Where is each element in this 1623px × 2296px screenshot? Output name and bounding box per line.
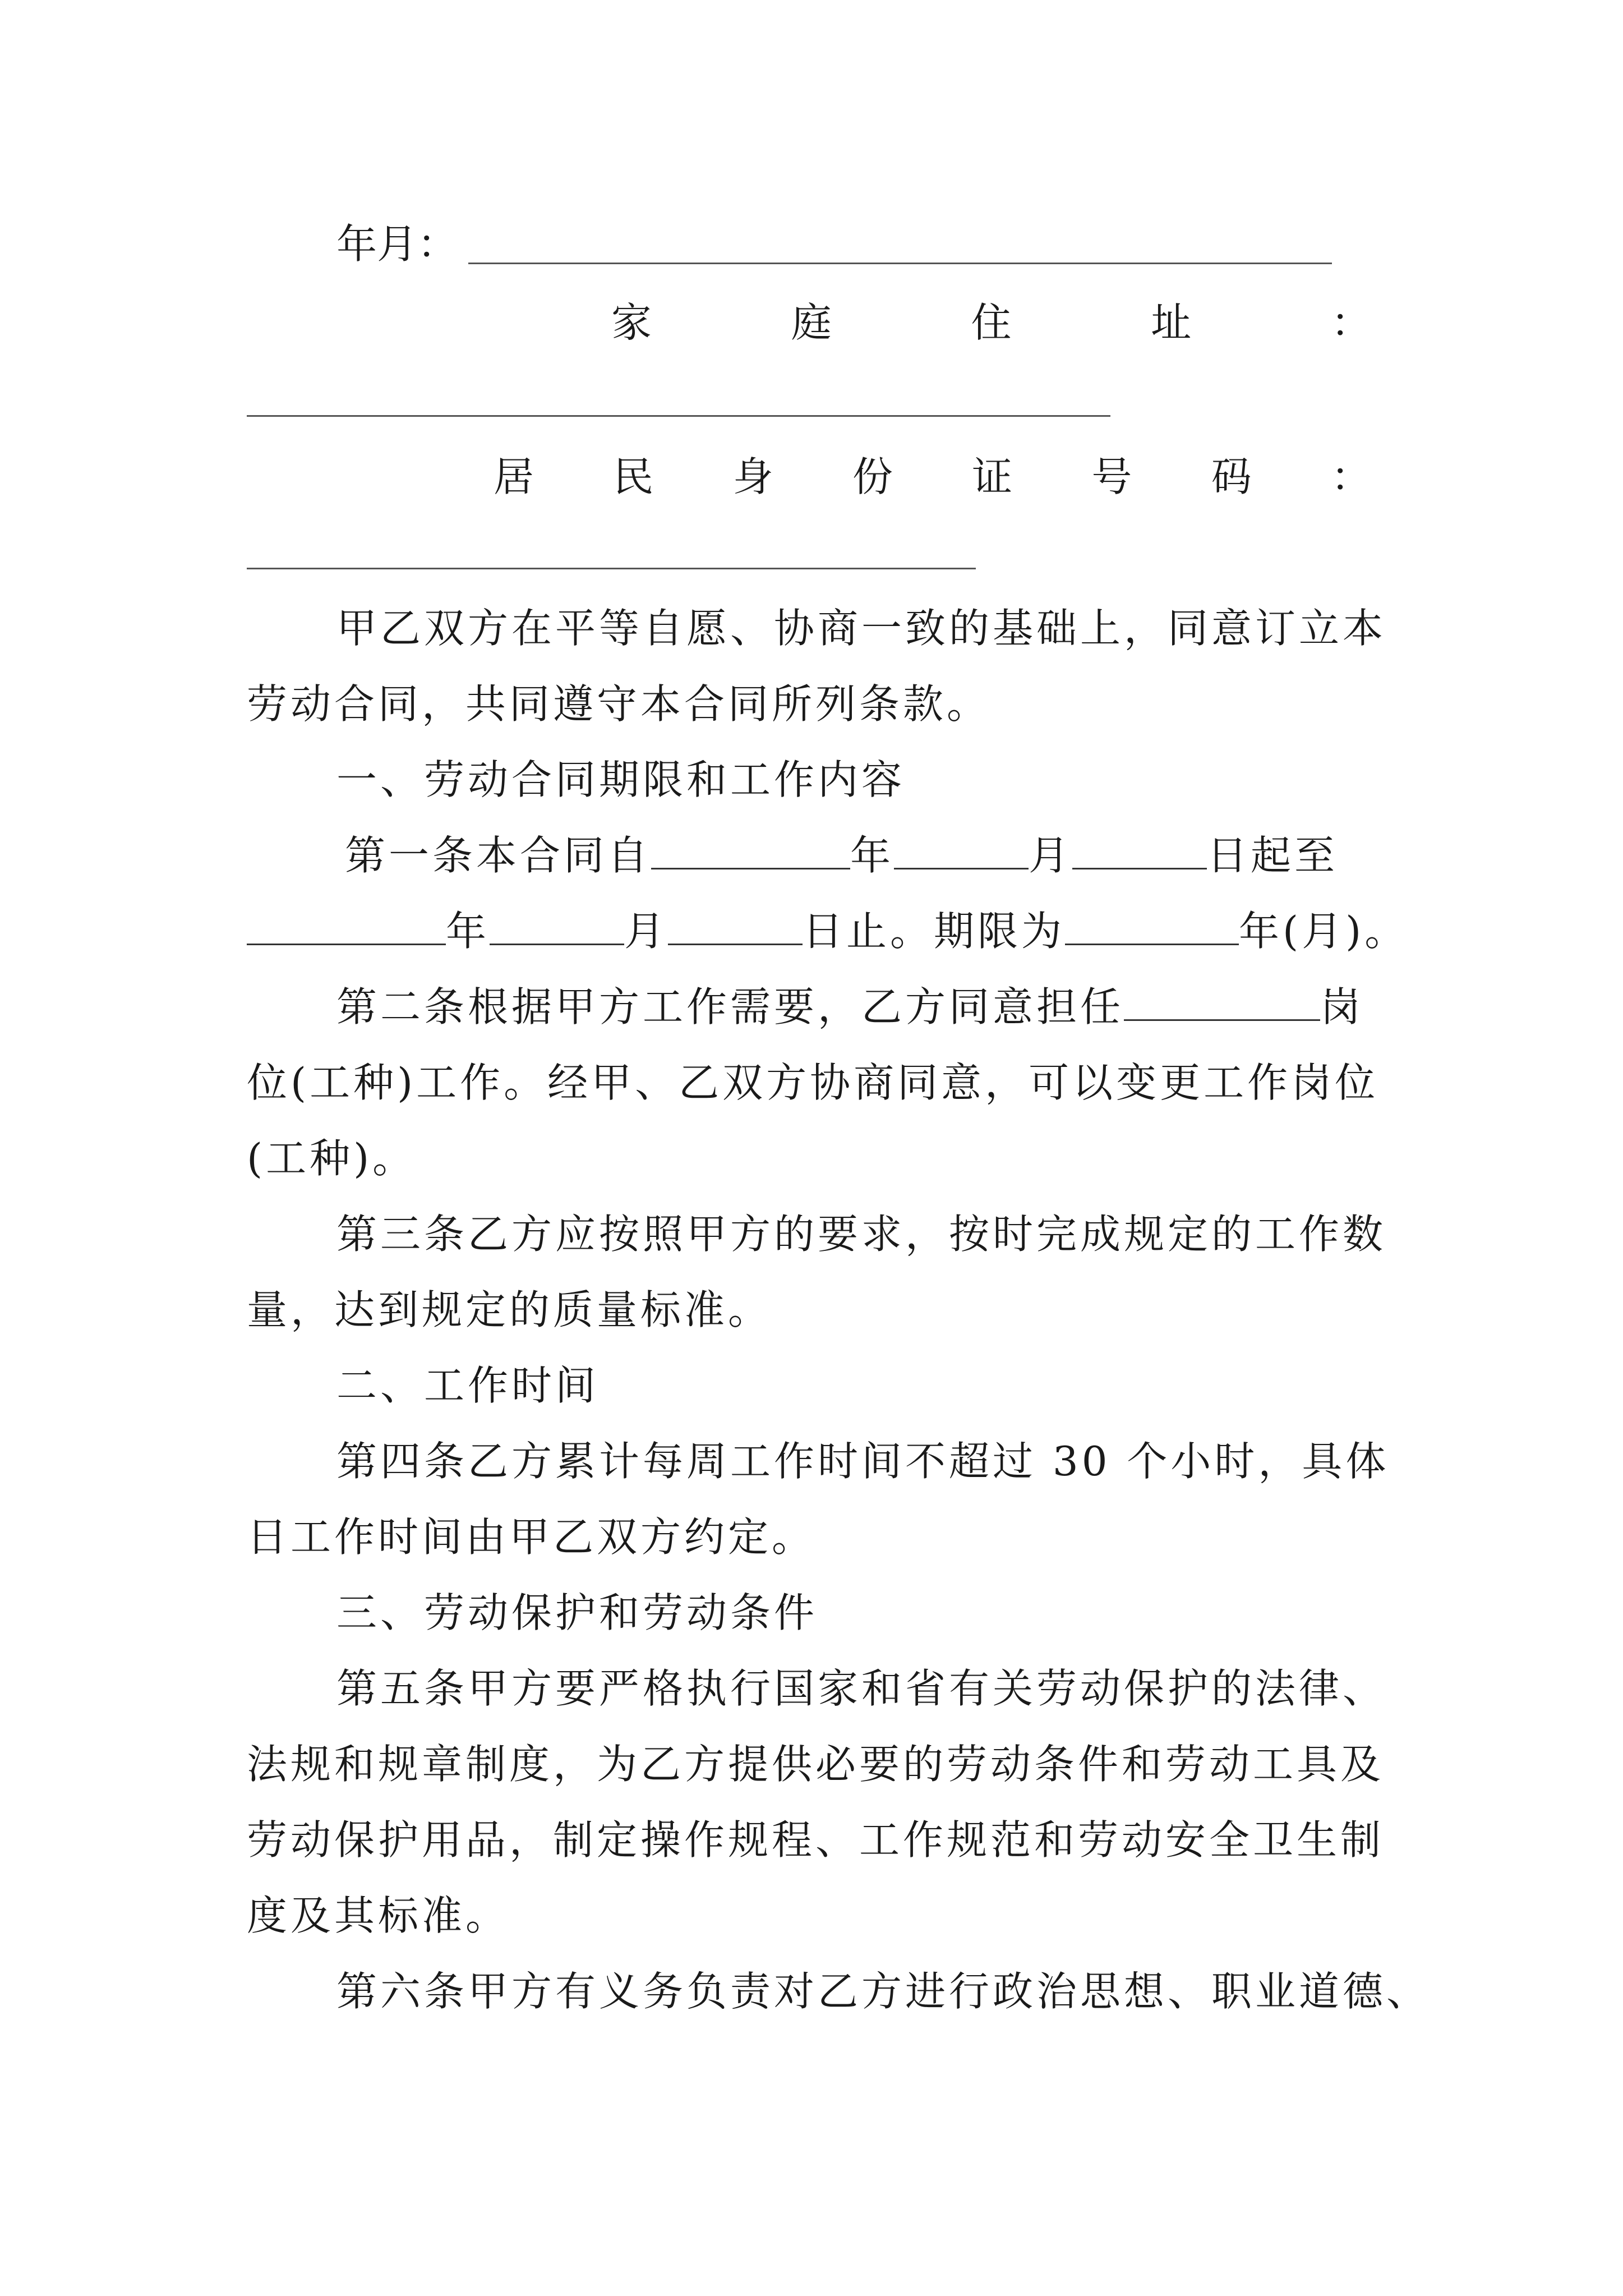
- home-address-blank: [247, 415, 1110, 417]
- start-month-blank: [894, 831, 1029, 869]
- intro-line: 劳动合同，共同遵守本合同所列条款。: [247, 680, 991, 728]
- article-text: 日止。期限为: [803, 908, 1066, 955]
- intro-line: 甲乙双方在平等自愿、协商一致的基础上，同意订立本: [336, 605, 1387, 652]
- label-char: 民: [613, 453, 654, 500]
- end-day-blank: [668, 907, 803, 945]
- position-blank: [1124, 982, 1320, 1021]
- article-4-line: 第四条乙方累计每周工作时间不超过 30 个小时，具体: [336, 1438, 1390, 1485]
- article-2-line: [336, 979, 1364, 1035]
- article-3-line: 第三条乙方应按照甲方的要求，按时完成规定的工作数: [336, 1211, 1387, 1258]
- label-char: ：: [1330, 453, 1371, 500]
- article-1-line: [247, 903, 1408, 959]
- article-text: 年: [850, 832, 895, 879]
- article-3-line: 量，达到规定的质量标准。: [247, 1286, 772, 1333]
- article-text: 年: [446, 908, 490, 955]
- label-char: 家: [611, 299, 652, 346]
- term-blank: [1065, 907, 1239, 945]
- start-year-blank: [651, 831, 850, 869]
- article-4-line: 日工作时间由甲乙双方约定。: [247, 1513, 816, 1561]
- article-5-line: 法规和规章制度，为乙方提供必要的劳动条件和劳动工具及: [247, 1741, 1385, 1788]
- id-number-blank: [247, 568, 976, 569]
- label-char: 址: [1151, 299, 1192, 346]
- label-char: ：: [1330, 299, 1371, 346]
- year-month-blank: [468, 263, 1332, 264]
- article-text: 岗: [1320, 983, 1364, 1030]
- end-year-blank: [247, 907, 446, 945]
- label-char: 身: [732, 453, 773, 500]
- label-char: 居: [494, 453, 534, 500]
- label-char: 份: [852, 453, 893, 500]
- article-6-line: 第六条甲方有义务负责对乙方进行政治思想、职业道德、: [336, 1968, 1431, 2015]
- section-heading: 三、劳动保护和劳动条件: [336, 1589, 818, 1636]
- end-month-blank: [490, 907, 624, 945]
- id-number-label: [494, 449, 1371, 505]
- label-char: 码: [1211, 453, 1252, 500]
- article-5-line: 劳动保护用品，制定操作规程、工作规范和劳动安全卫生制: [247, 1816, 1385, 1864]
- article-1-line: [345, 827, 1338, 884]
- label-char: 号: [1091, 453, 1132, 500]
- label-char: 证: [972, 453, 1013, 500]
- article-text: 第一条本合同自: [345, 832, 652, 879]
- article-text: 月: [1029, 832, 1073, 879]
- article-2-line: 位(工种)工作。经甲、乙双方协商同意，可以变更工作岗位: [247, 1059, 1379, 1106]
- article-text: 年(月)。: [1239, 908, 1409, 955]
- article-text: 月: [624, 908, 668, 955]
- article-2-line: (工种)。: [247, 1135, 417, 1182]
- article-text: 第二条根据甲方工作需要，乙方同意担任: [336, 983, 1124, 1030]
- home-address-label: [611, 295, 1371, 351]
- article-5-line: 度及其标准。: [247, 1892, 510, 1939]
- article-text: 日起至: [1207, 832, 1339, 879]
- year-month-label: 年月：: [336, 220, 458, 268]
- section-heading: 一、劳动合同期限和工作内容: [336, 756, 906, 803]
- section-heading: 二、工作时间: [336, 1362, 600, 1409]
- article-5-line: 第五条甲方要严格执行国家和省有关劳动保护的法律、: [336, 1665, 1387, 1712]
- label-char: 住: [971, 299, 1012, 346]
- label-char: 庭: [791, 299, 832, 346]
- start-day-blank: [1072, 831, 1207, 869]
